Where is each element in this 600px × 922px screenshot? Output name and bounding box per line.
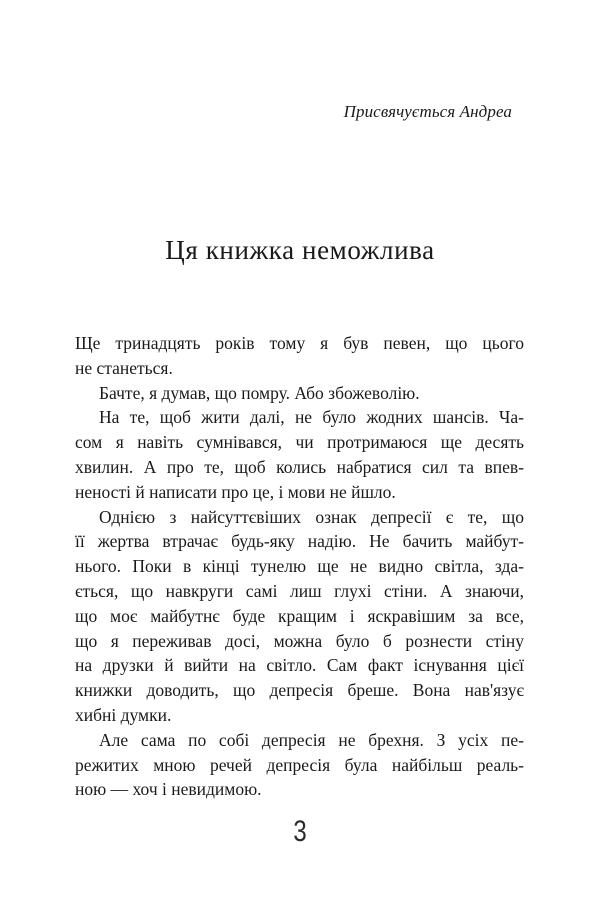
text-line: режитих мною речей депресія була найбільш реаль- [75, 754, 524, 775]
text-line: Бачте, я думав, що помру. Або збожеволію. [99, 382, 420, 403]
text-line: її жертва втрачає будь-яку надію. Не бачить майбут- [75, 531, 524, 552]
text-line: ється, що навкруги самі лиш глухі стіни. А знаючи, [75, 580, 524, 601]
text-line: хибні думки. [75, 704, 172, 725]
text-line: сом я навіть сумнівався, чи протримаюся ще десять [75, 432, 524, 453]
paragraph [75, 405, 524, 504]
paragraph [75, 331, 524, 381]
paragraph [75, 505, 524, 728]
page-number: 3 [293, 815, 307, 848]
text-line: неності й написати про це, і мови не йшло. [75, 481, 396, 502]
text-line: Але сама по собі депресія не брехня. З усіх пе- [99, 729, 524, 750]
paragraph [75, 728, 524, 802]
body-text [75, 331, 524, 802]
text-line: на друзки й вийти на світло. Сам факт існування цієї [75, 655, 524, 676]
chapter-title: Ця книжка неможлива [165, 235, 435, 265]
text-line: хвилин. А про те, щоб колись набратися сил та впев- [75, 456, 524, 477]
text-line: що моє майбутнє буде кращим і яскравішим за все, [75, 605, 524, 626]
text-line: не станеться. [75, 357, 173, 378]
text-line: Однією з найсуттєвіших ознак депресії є те, що [99, 506, 524, 527]
text-line: нього. Поки в кінці тунелю ще не видно світла, зда- [75, 556, 524, 577]
paragraph [75, 381, 524, 406]
text-line: ною — хоч і невидимою. [75, 779, 262, 800]
text-line: На те, щоб жити далі, не було жодних шансів. Ча- [99, 407, 524, 428]
text-line: що я переживав досі, можна було б рознести стіну [75, 630, 524, 651]
text-line: книжки доводить, що депресія бреше. Вона нав'язує [75, 680, 524, 701]
dedication: Присвячується Андреа [343, 102, 512, 121]
text-line: Ще тринадцять років тому я був певен, що цього [75, 333, 524, 353]
